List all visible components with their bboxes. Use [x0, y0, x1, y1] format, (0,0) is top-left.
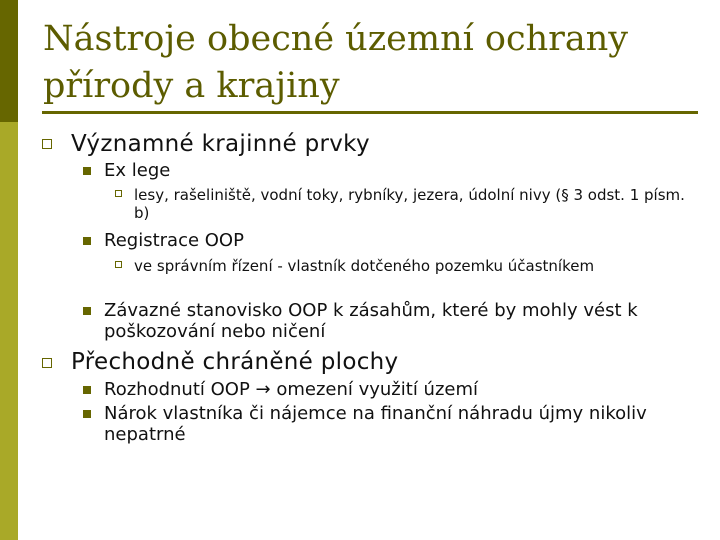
list-item-level3: lesy, rašeliniště, vodní toky, rybníky, jezera, údolní nivy (§ 3 odst. 1 písm. b): [134, 186, 685, 222]
list-item-level3: ve správním řízení - vlastník dotčeného pozemku účastníkem: [134, 257, 595, 275]
title-divider: [42, 111, 698, 114]
slide-title: Nástroje obecné územní ochrany přírody a krajiny: [43, 19, 629, 106]
bullet-square-icon: [42, 139, 52, 149]
list-item-level2: Nárok vlastníka či nájemce na finanční náhradu újmy nikoliv nepatrné: [104, 403, 647, 445]
bullet-filled-square-icon: [83, 386, 91, 394]
list-item-level2: Registrace OOP: [104, 230, 244, 251]
bullet-filled-square-icon: [83, 237, 91, 245]
list-item-level2: Ex lege: [104, 160, 171, 181]
list-item-level2: Rozhodnutí OOP → omezení využití území: [104, 379, 479, 400]
bullet-square-icon: [115, 190, 122, 197]
bullet-filled-square-icon: [83, 307, 91, 315]
list-item-level1: Přechodně chráněné plochy: [71, 349, 399, 375]
bullet-filled-square-icon: [83, 410, 91, 418]
bullet-square-icon: [42, 358, 52, 368]
list-item-level2: Závazné stanovisko OOP k zásahům, které by mohly vést k poškozování nebo ničení: [104, 300, 638, 342]
list-item-level1: Významné krajinné prvky: [71, 131, 370, 157]
bullet-square-icon: [115, 261, 122, 268]
sidebar-accent-dark: [0, 0, 18, 122]
sidebar-accent-light: [0, 122, 18, 540]
bullet-filled-square-icon: [83, 167, 91, 175]
